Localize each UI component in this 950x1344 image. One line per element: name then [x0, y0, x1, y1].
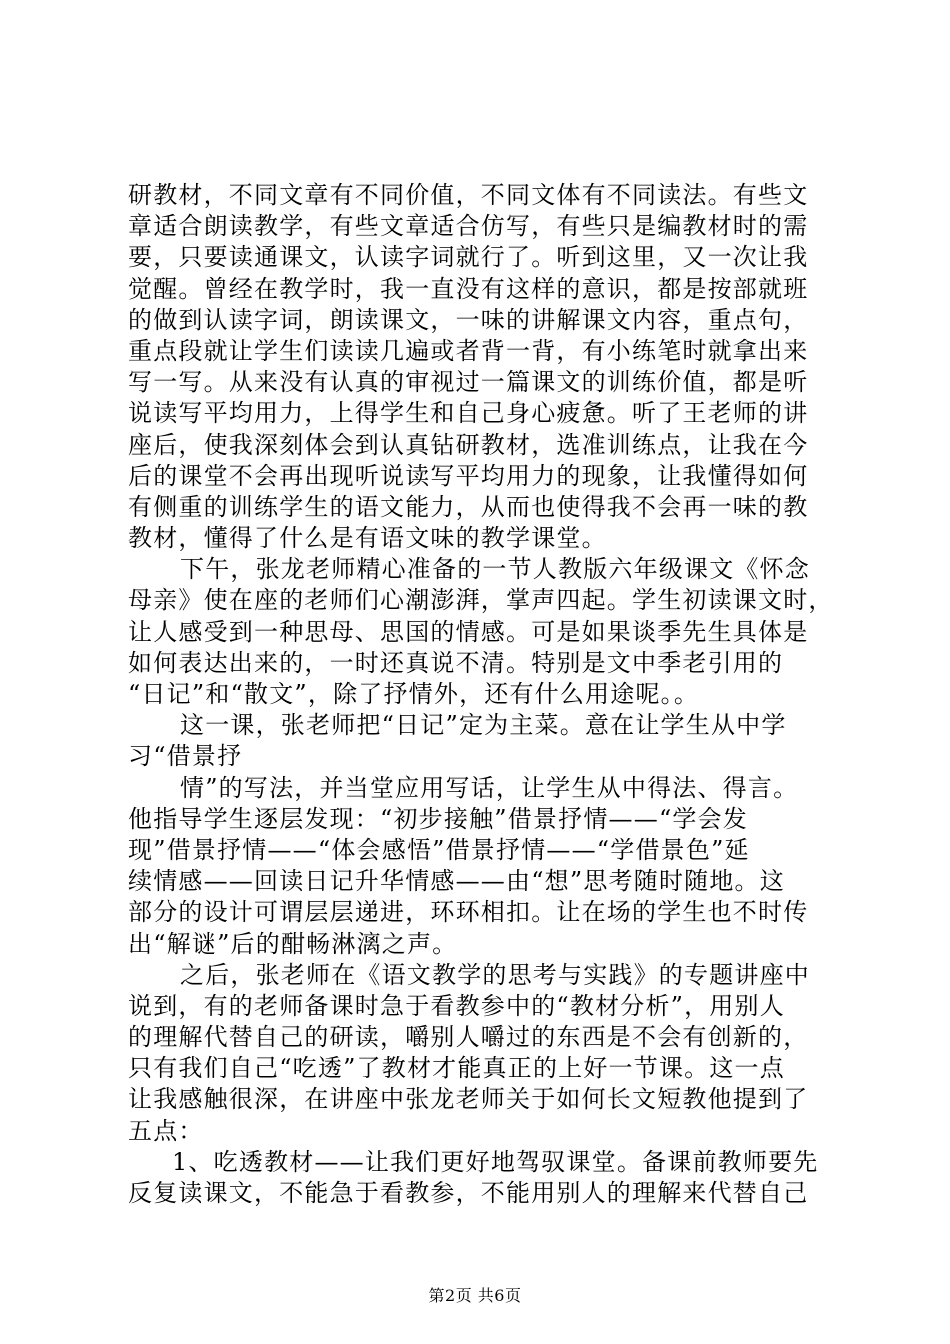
text-line: 说到，有的老师备课时急于看教参中的“教材分析”，用别人: [128, 991, 785, 1020]
paragraph-start-line: 情”的写法，并当堂应用写话，让学生从中得法、得言。: [180, 773, 799, 802]
text-line: 只有我们自己“吃透”了教材才能真正的上好一节课。这一点: [128, 1054, 785, 1083]
page-footer: 第2页 共6页: [428, 1286, 522, 1305]
text-line: 让人感受到一种思母、思国的情感。可是如果谈季先生具体是: [128, 617, 809, 646]
text-line: 习“借景抒: [128, 742, 243, 771]
paragraph-start-line: 这一课，张老师把“日记”定为主菜。意在让学生从中学: [180, 711, 787, 740]
text-line: 有侧重的训练学生的语文能力，从而也使得我不会再一味的教: [128, 492, 809, 521]
text-line: 的理解代替自己的研读，嚼别人嚼过的东西是不会有创新的，: [128, 1023, 809, 1052]
text-line: 觉醒。曾经在教学时，我一直没有这样的意识，都是按部就班: [128, 274, 809, 303]
list-item-line: 1、吃透教材——让我们更好地驾驭课堂。备课前教师要先: [172, 1147, 819, 1176]
paragraph-start-line: 之后，张老师在《语文教学的思考与实践》的专题讲座中: [180, 960, 810, 989]
text-line: 他指导学生逐层发现：“初步接触”借景抒情——“学会发: [128, 804, 749, 833]
text-line: 如何表达出来的，一时还真说不清。特别是文中季老引用的: [128, 648, 784, 677]
text-line: 让我感触很深，在讲座中张龙老师关于如何长文短教他提到了: [128, 1085, 809, 1114]
text-line: 反复读课文，不能急于看教参，不能用别人的理解来代替自己: [128, 1179, 809, 1207]
text-line: “日记”和“散文”，除了抒情外，还有什么用途呢。。: [128, 680, 700, 708]
text-line: 研教材，不同文章有不同价值，不同文体有不同读法。有些文: [128, 181, 809, 209]
body-text: [128, 180, 832, 1209]
text-line: 座后，使我深刻体会到认真钻研教材，选准训练点，让我在今: [128, 430, 809, 459]
text-line: 后的课堂不会再出现听说读写平均用力的现象，让我懂得如何: [128, 461, 809, 490]
paragraph-start-line: 下午，张龙老师精心准备的一节人教版六年级课文《怀念: [180, 555, 810, 584]
text-line: 重点段就让学生们读读几遍或者背一背，有小练笔时就拿出来: [128, 336, 809, 365]
text-line: 五点：: [128, 1116, 204, 1145]
text-line: 部分的设计可谓层层递进，环环相扣。让在场的学生也不时传: [128, 898, 809, 927]
text-line: 的做到认读字词，朗读课文，一味的讲解课文内容，重点句，: [128, 305, 809, 334]
text-line: 章适合朗读教学，有些文章适合仿写，有些只是编教材时的需: [128, 212, 809, 241]
text-line: 写一写。从来没有认真的审视过一篇课文的训练价值，都是听: [128, 368, 809, 397]
text-line: 续情感——回读日记升华情感——由“想”思考随时随地。这: [128, 867, 785, 896]
text-line: 出“解谜”后的酣畅淋漓之声。: [128, 929, 458, 958]
text-line: 说读写平均用力，上得学生和自己身心疲惫。听了王老师的讲: [128, 399, 809, 428]
text-line: 母亲》使在座的老师们心潮澎湃，掌声四起。学生初读课文时，: [128, 586, 834, 615]
text-line: 现”借景抒情——“体会感悟”借景抒情——“学借景色”延: [128, 835, 750, 864]
text-line: 要，只要读通课文，认读字词就行了。听到这里，又一次让我: [128, 243, 809, 272]
text-line: 教材，懂得了什么是有语文味的教学课堂。: [128, 524, 607, 553]
